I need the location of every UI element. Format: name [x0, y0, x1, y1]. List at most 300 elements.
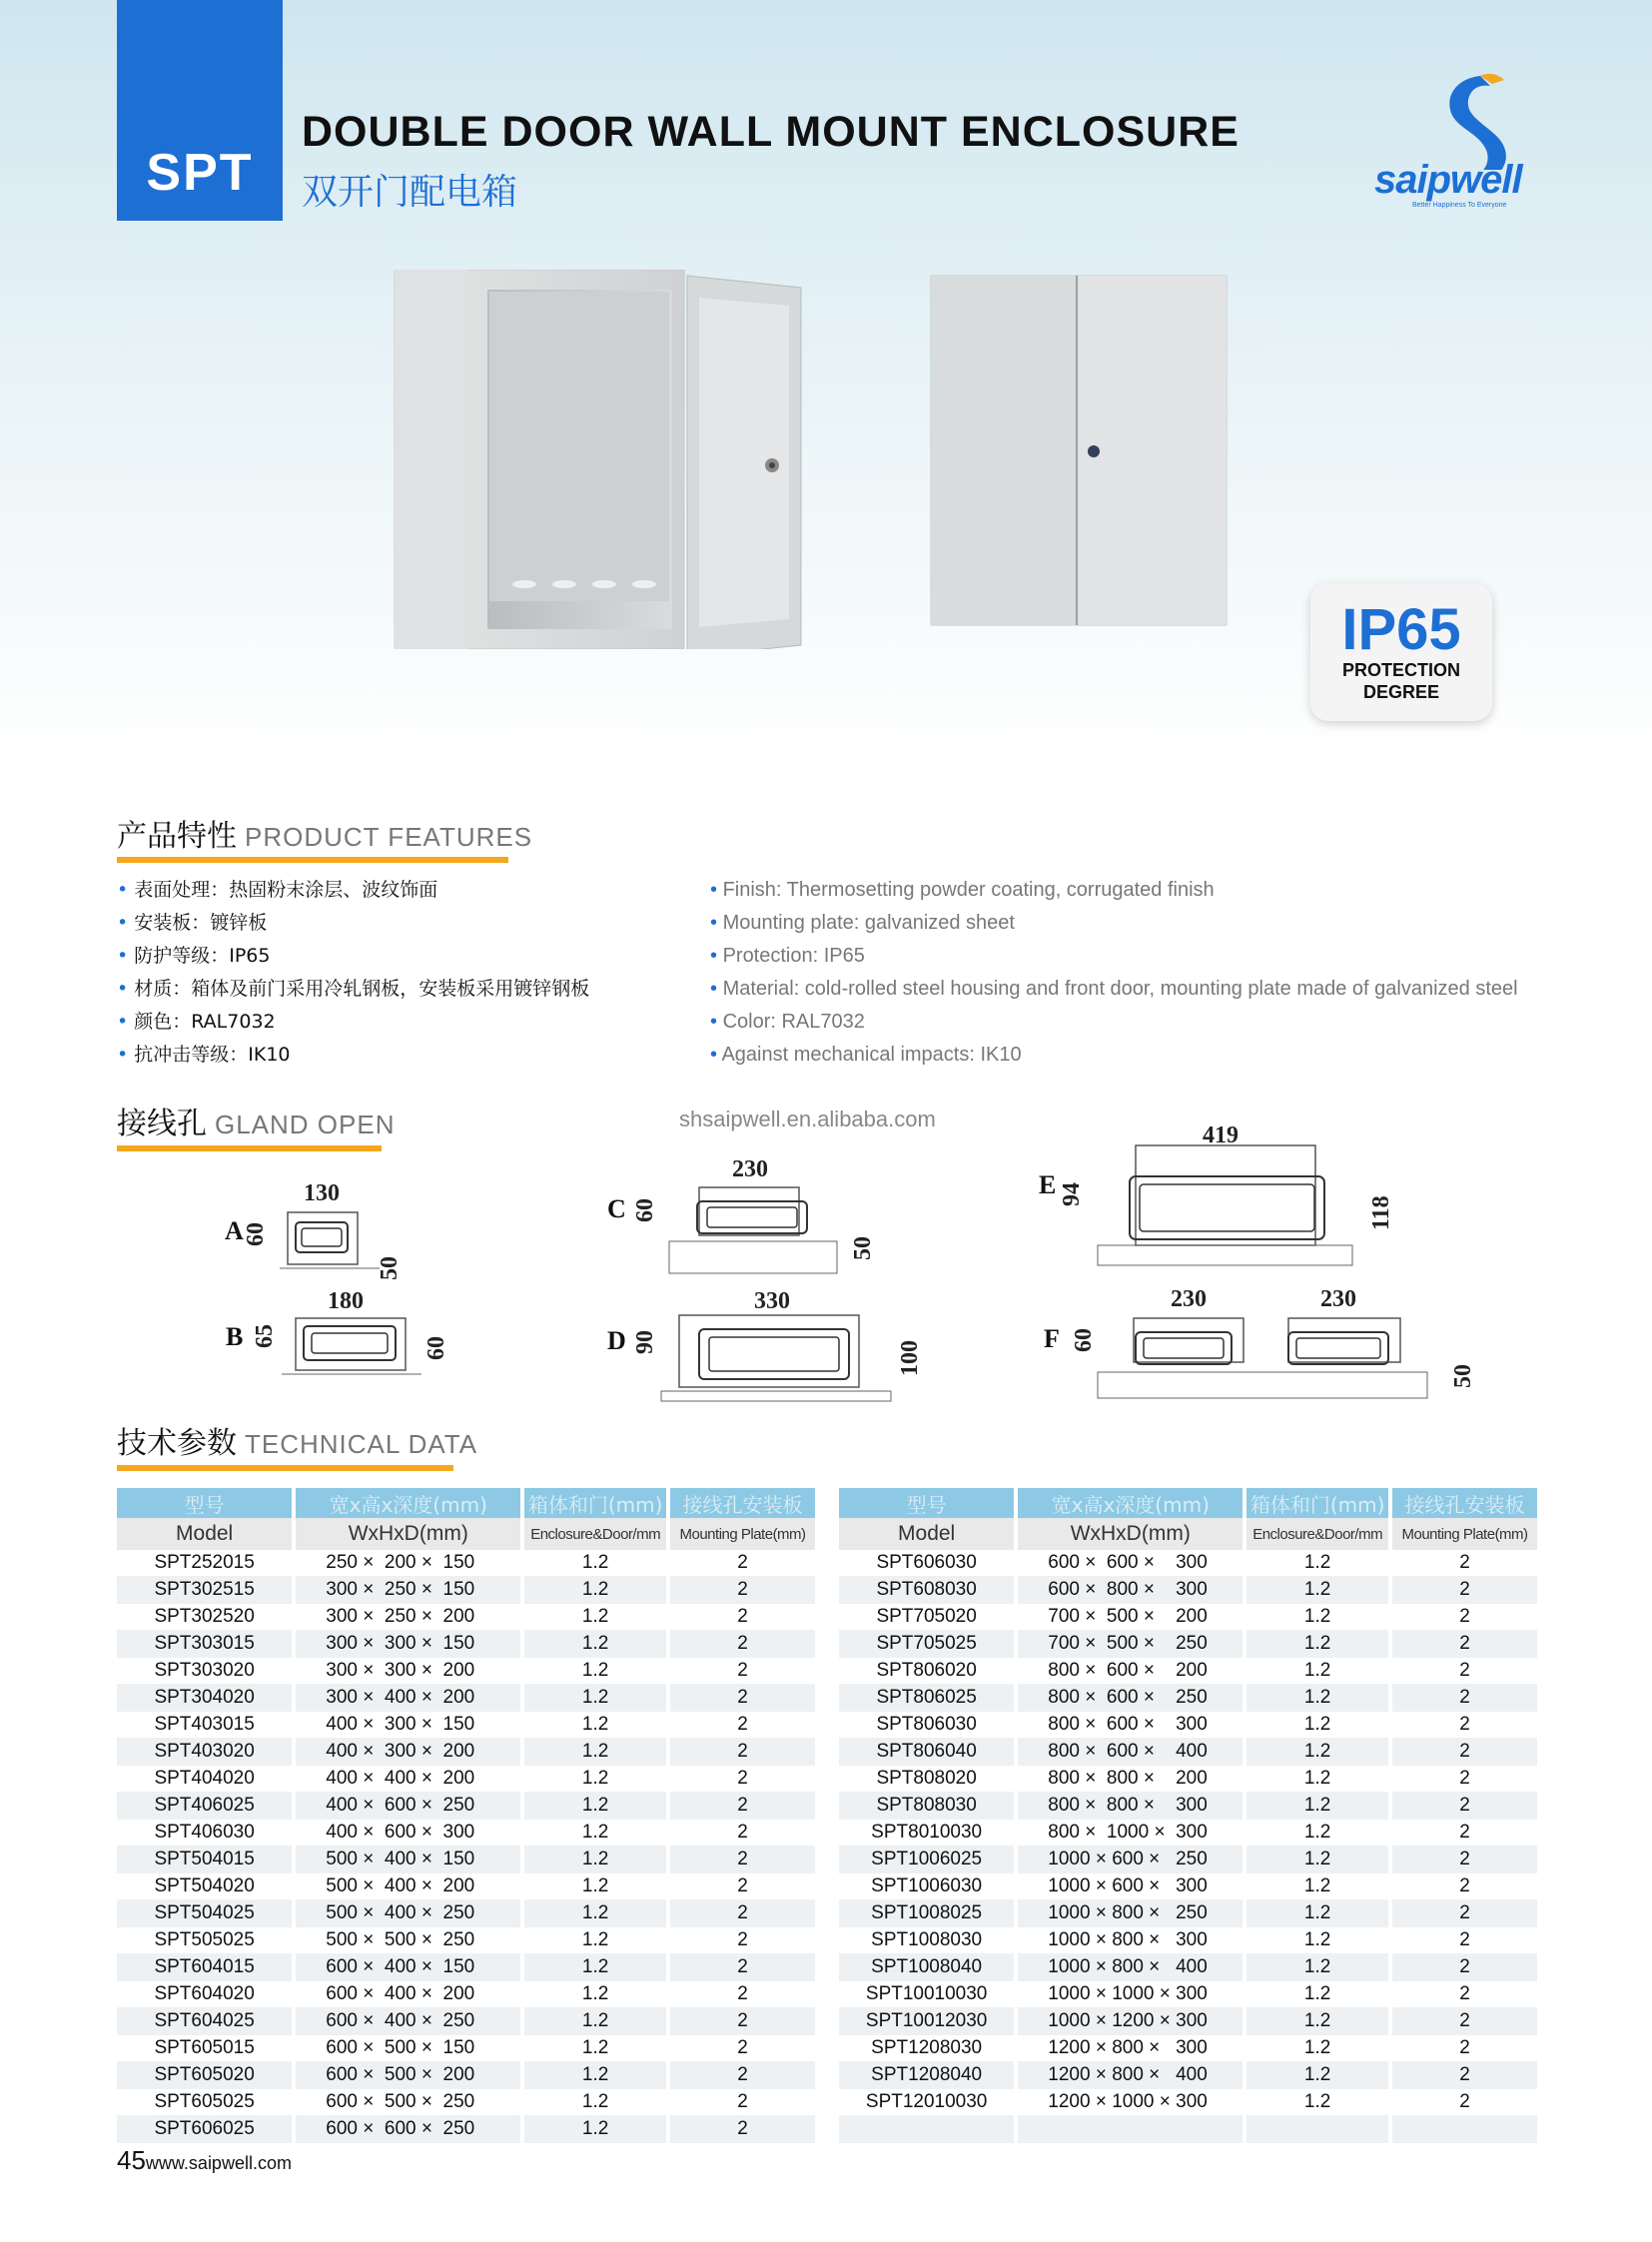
table-row [117, 1550, 815, 1577]
tech-heading [117, 1418, 477, 1462]
cell-dimensions [1018, 2116, 1242, 2143]
cell-mounting-plate: 2 [1392, 1577, 1537, 1604]
feature-item: • Mounting plate: galvanized sheet [710, 907, 1518, 940]
cell-model: SPT504025 [117, 1900, 292, 1927]
cell-enclosure-thickness: 1.2 [1246, 2062, 1388, 2089]
gland-b-label: B [226, 1322, 244, 1351]
gland-heading-en: GLAND OPEN [215, 1110, 396, 1139]
cell-dimensions: 400 × 400 × 200 [296, 1766, 520, 1793]
table-row [117, 1685, 815, 1712]
table-row [117, 2116, 815, 2143]
feature-item: • Protection: IP65 [710, 940, 1518, 973]
table-row [839, 2008, 1537, 2035]
tech-table-right [835, 1488, 1541, 2143]
ip-rating: IP65 [1341, 597, 1461, 662]
col-header-thickness: Enclosure&Door/mm [1246, 1518, 1388, 1550]
series-code-tab [117, 0, 283, 221]
cell-model: SPT604020 [117, 1981, 292, 2008]
cell-model: SPT403020 [117, 1739, 292, 1766]
feature-item: • 材质：箱体及前门采用冷轧钢板，安装板采用镀锌钢板 [117, 973, 589, 1006]
gland-diagram-e [1094, 1141, 1358, 1271]
cell-enclosure-thickness: 1.2 [524, 2116, 666, 2143]
feature-item: • 颜色：RAL7032 [117, 1006, 589, 1039]
cell-mounting-plate: 2 [670, 1900, 815, 1927]
cell-mounting-plate: 2 [670, 2062, 815, 2089]
cell-model: SPT1208030 [839, 2035, 1014, 2062]
gland-b-width: 180 [328, 1288, 364, 1314]
cell-enclosure-thickness: 1.2 [524, 1685, 666, 1712]
cell-enclosure-thickness: 1.2 [524, 1631, 666, 1658]
table-row [117, 1712, 815, 1739]
table-row [839, 1954, 1537, 1981]
gland-b-height: 65 [252, 1324, 278, 1348]
gland-f-side: 50 [1450, 1364, 1476, 1388]
cell-model: SPT808020 [839, 1766, 1014, 1793]
cell-model: SPT12010030 [839, 2089, 1014, 2116]
table-row [117, 1766, 815, 1793]
cell-dimensions: 600 × 500 × 200 [296, 2062, 520, 2089]
table-row [839, 1927, 1537, 1954]
col-header-plate-cn: 接线孔安装板 [1392, 1488, 1537, 1518]
cell-enclosure-thickness: 1.2 [1246, 1712, 1388, 1739]
gland-heading [117, 1099, 396, 1142]
cell-model: SPT1006025 [839, 1847, 1014, 1873]
table-row [839, 1604, 1537, 1631]
cell-model: SPT403015 [117, 1712, 292, 1739]
table-row [117, 1981, 815, 2008]
feature-item: • 表面处理：热固粉末涂层、波纹饰面 [117, 874, 589, 907]
gland-e-side: 118 [1368, 1195, 1394, 1230]
cell-enclosure-thickness: 1.2 [524, 1739, 666, 1766]
cell-enclosure-thickness: 1.2 [1246, 1954, 1388, 1981]
table-row [839, 1712, 1537, 1739]
features-list-en [710, 874, 1518, 1072]
table-row [839, 2062, 1537, 2089]
gland-c-width: 230 [732, 1156, 768, 1182]
cell-dimensions: 500 × 500 × 250 [296, 1927, 520, 1954]
cell-model: SPT806030 [839, 1712, 1014, 1739]
cell-enclosure-thickness: 1.2 [524, 1900, 666, 1927]
cell-enclosure-thickness: 1.2 [1246, 2089, 1388, 2116]
cell-model: SPT302515 [117, 1577, 292, 1604]
cell-mounting-plate: 2 [670, 1793, 815, 1820]
gland-e-height: 94 [1059, 1182, 1085, 1206]
cell-model: SPT404020 [117, 1766, 292, 1793]
cell-model: SPT504020 [117, 1873, 292, 1900]
table-row [117, 2062, 815, 2089]
table-row [117, 1577, 815, 1604]
table-row [839, 2089, 1537, 2116]
feature-item: • Material: cold-rolled steel housing and front door, mounting plate made of galvanized steel [710, 973, 1518, 1006]
swan-logo-icon [1368, 70, 1548, 170]
col-header-dims: WxHxD(mm) [296, 1518, 520, 1550]
table-row [117, 1739, 815, 1766]
closed-enclosure-image [929, 272, 1239, 631]
cell-mounting-plate: 2 [670, 1604, 815, 1631]
table-row [117, 1873, 815, 1900]
cell-enclosure-thickness: 1.2 [1246, 1739, 1388, 1766]
cell-mounting-plate: 2 [1392, 1712, 1537, 1739]
table-row [839, 1739, 1537, 1766]
cell-dimensions: 300 × 400 × 200 [296, 1685, 520, 1712]
table-row [839, 1631, 1537, 1658]
cell-model: SPT606025 [117, 2116, 292, 2143]
cell-model: SPT303020 [117, 1658, 292, 1685]
col-header-thickness: Enclosure&Door/mm [524, 1518, 666, 1550]
cell-mounting-plate: 2 [670, 1631, 815, 1658]
table-row [839, 1900, 1537, 1927]
cell-model: SPT1006030 [839, 1873, 1014, 1900]
table-row [839, 1550, 1537, 1577]
table-row [839, 1981, 1537, 2008]
gland-diagram-b [282, 1316, 421, 1378]
watermark: shsaipwell.en.alibaba.com [679, 1107, 936, 1131]
brand-tagline: Better Happiness To Everyone [1412, 202, 1507, 209]
cell-mounting-plate: 2 [1392, 2062, 1537, 2089]
cell-mounting-plate: 2 [670, 2116, 815, 2143]
table-row [839, 1685, 1537, 1712]
cell-dimensions: 1000 × 600 × 250 [1018, 1847, 1242, 1873]
gland-b-side: 60 [423, 1336, 449, 1360]
cell-dimensions: 500 × 400 × 250 [296, 1900, 520, 1927]
cell-model: SPT806040 [839, 1739, 1014, 1766]
cell-enclosure-thickness [1246, 2116, 1388, 2143]
cell-enclosure-thickness: 1.2 [1246, 1873, 1388, 1900]
gland-f-height: 60 [1071, 1328, 1097, 1352]
page-title-cn: 双开门配电箱 [302, 172, 518, 213]
feature-item: • Finish: Thermosetting powder coating, corrugated finish [710, 874, 1518, 907]
cell-dimensions: 600 × 400 × 200 [296, 1981, 520, 2008]
cell-enclosure-thickness: 1.2 [1246, 1820, 1388, 1847]
gland-d-width: 330 [754, 1288, 790, 1314]
cell-model: SPT606030 [839, 1550, 1014, 1577]
cell-dimensions: 800 × 600 × 250 [1018, 1685, 1242, 1712]
table-row [117, 1900, 815, 1927]
cell-model: SPT1208040 [839, 2062, 1014, 2089]
cell-mounting-plate: 2 [670, 1739, 815, 1766]
table-row [117, 2035, 815, 2062]
cell-mounting-plate: 2 [670, 1685, 815, 1712]
cell-model: SPT806020 [839, 1658, 1014, 1685]
cell-mounting-plate: 2 [670, 1577, 815, 1604]
gland-d-height: 90 [632, 1330, 658, 1354]
table-row [839, 2035, 1537, 2062]
cell-model: SPT808030 [839, 1793, 1014, 1820]
cell-model: SPT1008040 [839, 1954, 1014, 1981]
cell-dimensions: 600 × 600 × 300 [1018, 1550, 1242, 1577]
open-enclosure-image [390, 270, 809, 649]
cell-mounting-plate: 2 [670, 1847, 815, 1873]
cell-enclosure-thickness: 1.2 [524, 2062, 666, 2089]
footer-url: www.saipwell.com [145, 2153, 292, 2173]
cell-mounting-plate: 2 [670, 1873, 815, 1900]
footer [117, 2145, 292, 2176]
cell-mounting-plate: 2 [1392, 1793, 1537, 1820]
cell-model: SPT806025 [839, 1685, 1014, 1712]
cell-dimensions: 1200 × 800 × 400 [1018, 2062, 1242, 2089]
gland-d-label: D [607, 1326, 626, 1355]
cell-mounting-plate: 2 [670, 1550, 815, 1577]
cell-enclosure-thickness: 1.2 [524, 1847, 666, 1873]
brand-name: saipwell [1374, 158, 1522, 202]
gland-e-width: 419 [1203, 1122, 1239, 1148]
cell-mounting-plate: 2 [670, 1820, 815, 1847]
col-header-plate-cn: 接线孔安装板 [670, 1488, 815, 1518]
cell-model: SPT304020 [117, 1685, 292, 1712]
cell-dimensions: 600 × 500 × 250 [296, 2089, 520, 2116]
cell-dimensions: 400 × 300 × 200 [296, 1739, 520, 1766]
feature-item: • 防护等级：IP65 [117, 940, 589, 973]
table-row [117, 1658, 815, 1685]
gland-c-side: 50 [850, 1236, 876, 1260]
cell-enclosure-thickness: 1.2 [1246, 2008, 1388, 2035]
cell-dimensions: 300 × 300 × 200 [296, 1658, 520, 1685]
cell-mounting-plate: 2 [1392, 1739, 1537, 1766]
col-header-model: Model [117, 1518, 292, 1550]
cell-dimensions: 400 × 300 × 150 [296, 1712, 520, 1739]
col-header-model-cn: 型号 [839, 1488, 1014, 1518]
cell-dimensions: 600 × 500 × 150 [296, 2035, 520, 2062]
cell-enclosure-thickness: 1.2 [524, 2089, 666, 2116]
cell-mounting-plate: 2 [1392, 2089, 1537, 2116]
gland-f-label: F [1044, 1324, 1060, 1353]
col-header-thickness-cn: 箱体和门(mm) [1246, 1488, 1388, 1518]
cell-enclosure-thickness: 1.2 [524, 2035, 666, 2062]
tech-heading-cn: 技术参数 [117, 1426, 237, 1461]
cell-dimensions: 600 × 800 × 300 [1018, 1577, 1242, 1604]
cell-model: SPT10012030 [839, 2008, 1014, 2035]
cell-enclosure-thickness: 1.2 [524, 1873, 666, 1900]
cell-enclosure-thickness: 1.2 [1246, 2035, 1388, 2062]
cell-dimensions: 1000 × 800 × 250 [1018, 1900, 1242, 1927]
cell-dimensions: 700 × 500 × 200 [1018, 1604, 1242, 1631]
cell-enclosure-thickness: 1.2 [1246, 1550, 1388, 1577]
cell-mounting-plate: 2 [670, 1658, 815, 1685]
cell-enclosure-thickness: 1.2 [524, 1577, 666, 1604]
cell-enclosure-thickness: 1.2 [1246, 1927, 1388, 1954]
gland-f-width-2: 230 [1320, 1286, 1356, 1312]
cell-model: SPT303015 [117, 1631, 292, 1658]
cell-dimensions: 400 × 600 × 250 [296, 1793, 520, 1820]
cell-dimensions: 800 × 800 × 300 [1018, 1793, 1242, 1820]
cell-enclosure-thickness: 1.2 [1246, 1847, 1388, 1873]
cell-mounting-plate: 2 [670, 2089, 815, 2116]
feature-item: • 安装板：镀锌板 [117, 907, 589, 940]
cell-dimensions: 1200 × 1000 × 300 [1018, 2089, 1242, 2116]
cell-enclosure-thickness: 1.2 [1246, 1631, 1388, 1658]
table-row [839, 1873, 1537, 1900]
cell-enclosure-thickness: 1.2 [524, 1604, 666, 1631]
gland-c-label: C [607, 1194, 626, 1223]
cell-enclosure-thickness: 1.2 [1246, 1981, 1388, 2008]
cell-enclosure-thickness: 1.2 [524, 1927, 666, 1954]
table-row [839, 1658, 1537, 1685]
cell-mounting-plate: 2 [1392, 1981, 1537, 2008]
cell-model: SPT1008030 [839, 1927, 1014, 1954]
table-row [117, 2008, 815, 2035]
degree-label: DEGREE [1362, 682, 1440, 702]
cell-enclosure-thickness: 1.2 [524, 1793, 666, 1820]
cell-mounting-plate: 2 [670, 1927, 815, 1954]
gland-diagram-c [667, 1183, 842, 1278]
cell-mounting-plate: 2 [670, 1954, 815, 1981]
cell-enclosure-thickness: 1.2 [524, 1820, 666, 1847]
cell-mounting-plate: 2 [670, 1766, 815, 1793]
cell-model: SPT1008025 [839, 1900, 1014, 1927]
cell-dimensions: 500 × 400 × 200 [296, 1873, 520, 1900]
cell-mounting-plate: 2 [1392, 1847, 1537, 1873]
cell-model: SPT406025 [117, 1793, 292, 1820]
cell-enclosure-thickness: 1.2 [1246, 1658, 1388, 1685]
cell-dimensions: 1000 × 600 × 300 [1018, 1873, 1242, 1900]
col-header-dims: WxHxD(mm) [1018, 1518, 1242, 1550]
cell-dimensions: 800 × 600 × 300 [1018, 1712, 1242, 1739]
cell-mounting-plate: 2 [1392, 1631, 1537, 1658]
gland-c-height: 60 [632, 1198, 658, 1222]
cell-dimensions: 1000 × 1200 × 300 [1018, 2008, 1242, 2035]
cell-enclosure-thickness: 1.2 [1246, 1577, 1388, 1604]
cell-enclosure-thickness: 1.2 [1246, 1793, 1388, 1820]
col-header-dims-cn: 宽x高x深度(mm) [1018, 1488, 1242, 1518]
table-row [839, 1820, 1537, 1847]
gland-a-side: 50 [377, 1256, 403, 1280]
table-row [839, 1766, 1537, 1793]
gland-a-width: 130 [304, 1180, 340, 1206]
features-heading-cn: 产品特性 [117, 819, 237, 854]
cell-dimensions: 800 × 1000 × 300 [1018, 1820, 1242, 1847]
cell-dimensions: 1200 × 800 × 300 [1018, 2035, 1242, 2062]
cell-dimensions: 300 × 250 × 150 [296, 1577, 520, 1604]
cell-mounting-plate: 2 [670, 1712, 815, 1739]
gland-e-label: E [1039, 1170, 1057, 1199]
cell-model: SPT705020 [839, 1604, 1014, 1631]
cell-enclosure-thickness: 1.2 [524, 1550, 666, 1577]
table-row [839, 1793, 1537, 1820]
table-row [839, 1577, 1537, 1604]
table-row [117, 1927, 815, 1954]
tech-table-left [113, 1488, 819, 2143]
gland-a-label: A [225, 1216, 244, 1245]
cell-mounting-plate: 2 [1392, 1954, 1537, 1981]
col-header-model: Model [839, 1518, 1014, 1550]
cell-model: SPT252015 [117, 1550, 292, 1577]
gland-f-width-1: 230 [1171, 1286, 1207, 1312]
ip-rating-badge [1310, 583, 1492, 721]
cell-model: SPT604015 [117, 1954, 292, 1981]
col-header-plate: Mounting Plate(mm) [1392, 1518, 1537, 1550]
table-row [117, 1820, 815, 1847]
cell-model: SPT10010030 [839, 1981, 1014, 2008]
table-row [839, 2116, 1537, 2143]
cell-mounting-plate: 2 [1392, 1820, 1537, 1847]
cell-model: SPT302520 [117, 1604, 292, 1631]
table-row [839, 1847, 1537, 1873]
cell-mounting-plate: 2 [1392, 1900, 1537, 1927]
cell-enclosure-thickness: 1.2 [524, 1981, 666, 2008]
gland-d-side: 100 [897, 1340, 923, 1376]
cell-mounting-plate: 2 [670, 2035, 815, 2062]
gland-underline [117, 1145, 382, 1151]
gland-diagram-a [280, 1208, 380, 1278]
features-heading [117, 811, 532, 855]
cell-dimensions: 500 × 400 × 150 [296, 1847, 520, 1873]
cell-enclosure-thickness: 1.2 [1246, 1900, 1388, 1927]
cell-model: SPT406030 [117, 1820, 292, 1847]
cell-model: SPT605025 [117, 2089, 292, 2116]
series-code: SPT [146, 144, 254, 202]
table-row [117, 2089, 815, 2116]
col-header-dims-cn: 宽x高x深度(mm) [296, 1488, 520, 1518]
cell-dimensions: 800 × 600 × 400 [1018, 1739, 1242, 1766]
cell-model: SPT705025 [839, 1631, 1014, 1658]
col-header-model-cn: 型号 [117, 1488, 292, 1518]
cell-model: SPT605015 [117, 2035, 292, 2062]
cell-mounting-plate: 2 [1392, 2035, 1537, 2062]
cell-enclosure-thickness: 1.2 [1246, 1766, 1388, 1793]
protection-label: PROTECTION [1341, 660, 1460, 680]
table-row [117, 1604, 815, 1631]
cell-model [839, 2116, 1014, 2143]
brand-logo [1368, 70, 1548, 210]
cell-mounting-plate [1392, 2116, 1537, 2143]
features-list-cn [117, 874, 589, 1072]
cell-dimensions: 400 × 600 × 300 [296, 1820, 520, 1847]
table-row [117, 1631, 815, 1658]
cell-dimensions: 600 × 400 × 250 [296, 2008, 520, 2035]
cell-dimensions: 1000 × 800 × 300 [1018, 1927, 1242, 1954]
cell-mounting-plate: 2 [1392, 1927, 1537, 1954]
cell-dimensions: 600 × 600 × 250 [296, 2116, 520, 2143]
cell-mounting-plate: 2 [1392, 1766, 1537, 1793]
cell-dimensions: 250 × 200 × 150 [296, 1550, 520, 1577]
cell-enclosure-thickness: 1.2 [524, 1954, 666, 1981]
cell-dimensions: 1000 × 800 × 400 [1018, 1954, 1242, 1981]
table-row [117, 1793, 815, 1820]
gland-a-height: 60 [243, 1222, 269, 1246]
tech-heading-en: TECHNICAL DATA [245, 1429, 478, 1459]
cell-model: SPT8010030 [839, 1820, 1014, 1847]
feature-item: • Color: RAL7032 [710, 1006, 1518, 1039]
cell-model: SPT504015 [117, 1847, 292, 1873]
cell-enclosure-thickness: 1.2 [524, 1658, 666, 1685]
cell-mounting-plate: 2 [670, 1981, 815, 2008]
page-number: 45 [117, 2145, 146, 2175]
gland-heading-cn: 接线孔 [117, 1107, 207, 1141]
cell-mounting-plate: 2 [1392, 1873, 1537, 1900]
feature-item: • 抗冲击等级：IK10 [117, 1039, 589, 1072]
features-underline [117, 857, 508, 863]
cell-dimensions: 1000 × 1000 × 300 [1018, 1981, 1242, 2008]
cell-dimensions: 800 × 600 × 200 [1018, 1658, 1242, 1685]
cell-mounting-plate: 2 [1392, 1658, 1537, 1685]
cell-enclosure-thickness: 1.2 [524, 1712, 666, 1739]
cell-mounting-plate: 2 [1392, 1685, 1537, 1712]
gland-diagram-f [1094, 1310, 1433, 1402]
features-heading-en: PRODUCT FEATURES [245, 822, 533, 852]
cell-mounting-plate: 2 [1392, 1604, 1537, 1631]
cell-mounting-plate: 2 [1392, 2008, 1537, 2035]
cell-model: SPT608030 [839, 1577, 1014, 1604]
cell-model: SPT604025 [117, 2008, 292, 2035]
table-row [117, 1954, 815, 1981]
feature-item: • Against mechanical impacts: IK10 [710, 1039, 1518, 1072]
table-row [117, 1847, 815, 1873]
cell-enclosure-thickness: 1.2 [524, 1766, 666, 1793]
cell-model: SPT605020 [117, 2062, 292, 2089]
cell-mounting-plate: 2 [670, 2008, 815, 2035]
cell-dimensions: 800 × 800 × 200 [1018, 1766, 1242, 1793]
cell-enclosure-thickness: 1.2 [1246, 1685, 1388, 1712]
